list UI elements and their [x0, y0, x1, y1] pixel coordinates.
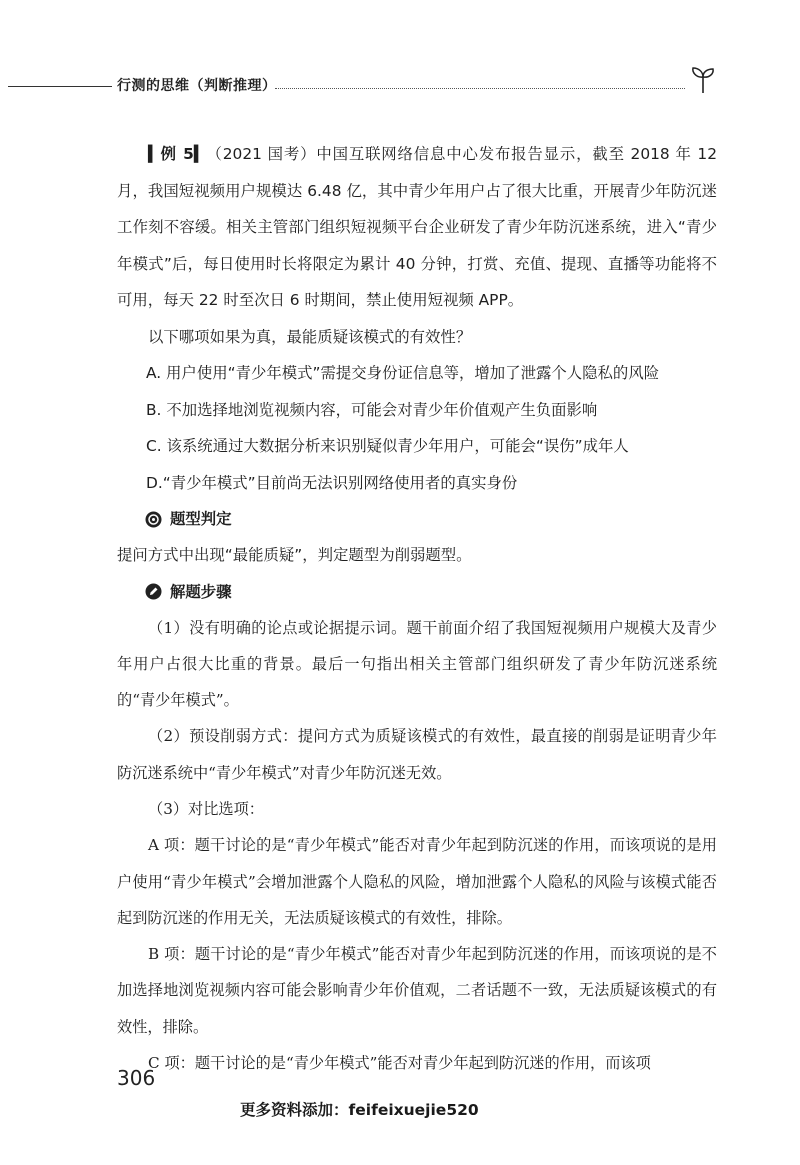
option-d: D.“青少年模式”目前尚无法识别网络使用者的真实身份: [146, 473, 518, 492]
pencil-icon: [145, 583, 162, 600]
option-a-analysis: A 项：题干讨论的是“青少年模式”能否对青少年起到防沉迷的作用，而该项说的是用户使用“青少年模式”会增加泄露个人隐私的风险，增加泄露个人隐私的风险与该模式能否起到防沉迷的作用无关，无法质疑该模式的有效性，排除。: [117, 836, 717, 927]
example-label: 例 5: [159, 145, 194, 163]
page-number: 306: [117, 1066, 156, 1090]
question-stem-text: 中国互联网络信息中心发布报告显示，截至 2018 年 12 月，我国短视频用户规模达 6.48 亿，其中青少年用户占了很大比重，开展青少年防沉迷工作刻不容缓。相关主管部门组织短视频平台企业研发了青少年防沉迷系统，进入“青少年模式”后，每日使用时长将限定为累计 40 分钟，打赏、充值、提现、直播等功能将不可用，每天 22 时至次日 6 时期间，禁止使用短视频 APP。: [117, 145, 718, 309]
header-rule-left: [8, 86, 112, 87]
option-a: A. 用户使用“青少年模式”需提交身份证信息等，增加了泄露个人隐私的风险: [146, 364, 660, 382]
option-c: C. 该系统通过大数据分析来识别疑似青少年用户，可能会“误伤”成年人: [146, 437, 629, 455]
steps-section-title: 解题步骤: [170, 582, 232, 601]
option-b-analysis: B 项：题干讨论的是“青少年模式”能否对青少年起到防沉迷的作用，而该项说的是不加选择地浏览视频内容可能会影响青少年价值观，二者话题不一致，无法质疑该模式的有效性，排除。: [117, 945, 717, 1036]
steps-section-heading: [117, 574, 717, 610]
question-prompt: 以下哪项如果为真，最能质疑该模式的有效性？: [148, 327, 472, 346]
type-section-title: 题型判定: [170, 510, 232, 528]
header-rule-right: [275, 88, 685, 89]
page-body: [117, 136, 717, 1081]
type-section-text: 提问方式中出现“最能质疑”，判定题型为削弱题型。: [117, 546, 472, 564]
running-header: [0, 66, 800, 100]
footer-note: 更多资料添加：feifeixuejie520: [240, 1101, 479, 1119]
example-marker: ▍例 5▍: [148, 145, 206, 163]
type-section-heading: [117, 501, 717, 537]
step-1: （1）没有明确的论点或论据提示词。题干前面介绍了我国短视频用户规模大及青少年用户占很大比重的背景。最后一句指出相关主管部门组织研发了青少年防沉迷系统的“青少年模式”。: [117, 618, 717, 710]
step-2: （2）预设削弱方式：提问方式为质疑该模式的有效性，最直接的削弱是证明青少年防沉迷系统中“青少年模式”对青少年防沉迷无效。: [117, 727, 717, 782]
question-source: （2021 国考）: [205, 145, 317, 163]
option-c-analysis: C 项：题干讨论的是“青少年模式”能否对青少年起到防沉迷的作用，而该项: [148, 1054, 651, 1073]
question-stem: [117, 136, 717, 319]
header-title: 行测的思维（判断推理）: [117, 78, 277, 94]
step-3: （3）对比选项：: [148, 799, 264, 818]
target-icon: [145, 511, 162, 528]
option-b: B. 不加选择地浏览视频内容，可能会对青少年价值观产生负面影响: [146, 400, 598, 419]
sprout-icon: [690, 66, 716, 94]
